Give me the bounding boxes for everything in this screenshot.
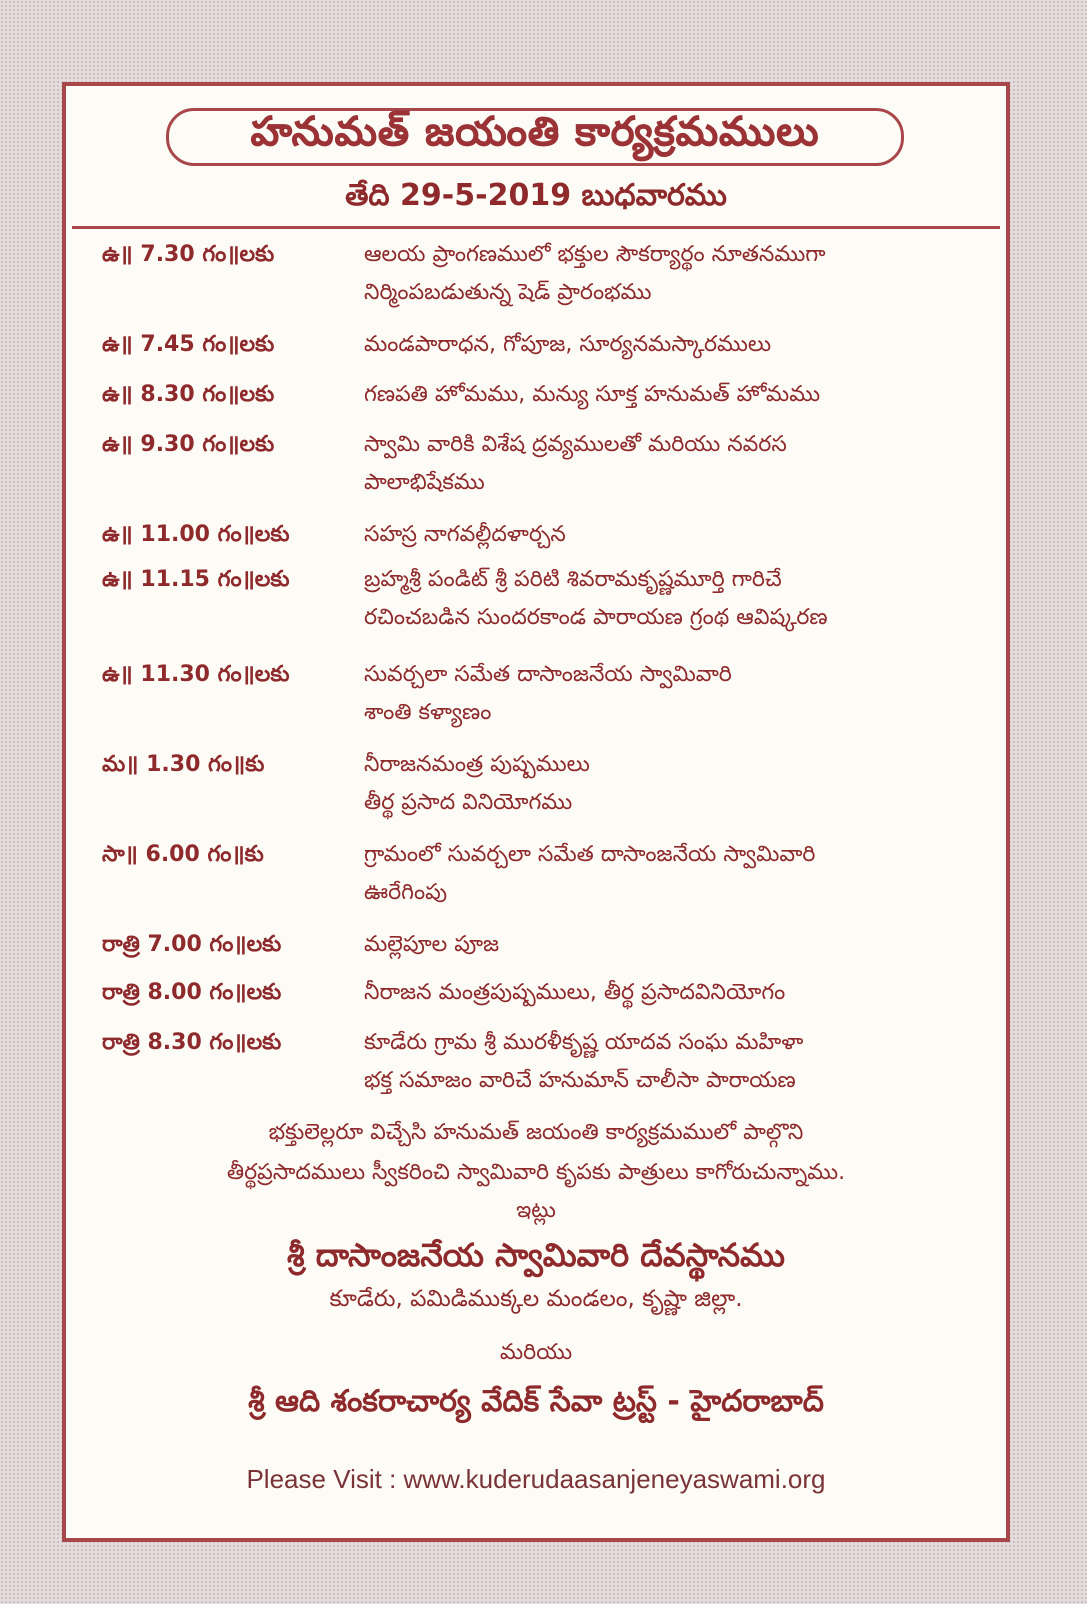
schedule-description xyxy=(364,561,984,637)
invitation-line-2: తీర్థప్రసాదములు స్వీకరించి స్వామివారి కృపకు పాత్రులు కాగోరుచున్నాము. xyxy=(226,1160,846,1185)
description-line: నీరాజన మంత్రపుష్పములు, తీర్థ ప్రసాదవినియోగం xyxy=(364,980,786,1005)
date-divider xyxy=(72,226,1000,229)
schedule-description xyxy=(364,236,984,312)
schedule-description xyxy=(364,836,984,912)
trust-name: శ్రీ ఆది శంకరాచార్య వేదిక్ సేవా ట్రస్ట్ - హైదరాబాద్ xyxy=(248,1384,824,1419)
schedule-description xyxy=(364,746,984,822)
description-line: గ్రామంలో సువర్చలా సమేత దాసాంజనేయ స్వామివారి xyxy=(364,842,816,867)
description-line: ఊరేగింపు xyxy=(364,880,448,905)
description-line: శాంతి కళ్యాణం xyxy=(364,700,492,725)
description-line: కూడేరు గ్రామ శ్రీ మురళీకృష్ణ యాదవ సంఘ మహిళా xyxy=(364,1030,804,1055)
schedule-time: రాత్రి 8.30 గం॥లకు xyxy=(102,1030,282,1055)
schedule-description xyxy=(364,974,984,1012)
schedule-time: రాత్రి 8.00 గం॥లకు xyxy=(102,980,282,1005)
schedule-time: ఉ॥ 9.30 గం॥లకు xyxy=(102,432,275,457)
description-line: పాలాభిషేకము xyxy=(364,470,485,495)
schedule-description xyxy=(364,426,984,502)
description-line: సువర్చలా సమేత దాసాంజనేయ స్వామివారి xyxy=(364,662,732,687)
description-line: స్వామి వారికి విశేష ద్రవ్యములతో మరియు నవరస xyxy=(364,432,787,457)
description-line: నిర్మింపబడుతున్న షెడ్ ప్రారంభము xyxy=(364,280,652,305)
schedule-time: ఉ॥ 8.30 గం॥లకు xyxy=(102,382,275,407)
temple-name: శ్రీ దాసాంజనేయ స్వామివారి దేవస్థానము xyxy=(287,1236,785,1274)
description-line: భక్త సమాజం వారిచే హనుమాన్ చాలీసా పారాయణ xyxy=(364,1068,796,1093)
pamphlet-title: హనుమత్ జయంతి కార్యక్రమములు xyxy=(166,108,904,166)
closing-itlu: ఇట్లు xyxy=(516,1198,556,1223)
event-date: తేది 29-5-2019 బుధవారము xyxy=(345,178,727,213)
description-line: రచించబడిన సుందరకాండ పారాయణ గ్రంథ ఆవిష్కరణ xyxy=(364,605,828,630)
schedule-description xyxy=(364,1024,984,1100)
invitation-line-1: భక్తులెల్లరూ విచ్చేసి హనుమత్ జయంతి కార్యక్రమములో పాల్గొని xyxy=(268,1120,804,1145)
conjunction-and: మరియు xyxy=(499,1340,573,1365)
schedule-time: మ॥ 1.30 గం॥కు xyxy=(102,752,265,777)
schedule-time: ఉ॥ 11.30 గం॥లకు xyxy=(102,662,290,687)
schedule-time: ఉ॥ 7.45 గం॥లకు xyxy=(102,332,275,357)
schedule-description xyxy=(364,376,984,414)
description-line: ఆలయ ప్రాంగణములో భక్తుల సౌకర్యార్థం నూతనముగా xyxy=(364,242,826,267)
schedule-description xyxy=(364,516,984,554)
description-line: నీరాజనమంత్ర పుష్పములు xyxy=(364,752,590,777)
pamphlet-frame xyxy=(62,82,1010,1542)
schedule-time: ఉ॥ 7.30 గం॥లకు xyxy=(102,242,275,267)
schedule-description xyxy=(364,326,984,364)
description-line: మండపారాధన, గోపూజ, సూర్యనమస్కారములు xyxy=(364,332,772,357)
schedule-time: సా॥ 6.00 గం॥కు xyxy=(102,842,264,867)
description-line: తీర్థ ప్రసాద వినియోగము xyxy=(364,790,573,815)
schedule-time: ఉ॥ 11.00 గం॥లకు xyxy=(102,522,290,547)
description-line: గణపతి హోమము, మన్యు సూక్త హనుమత్ హోమము xyxy=(364,382,821,407)
website-link[interactable]: Please Visit : www.kuderudaasanjeneyaswami.org xyxy=(246,1464,826,1494)
temple-address: కూడేరు, పమిడిముక్కల మండలం, కృష్ణా జిల్లా. xyxy=(329,1286,743,1312)
schedule-time: ఉ॥ 11.15 గం॥లకు xyxy=(102,567,290,592)
schedule-description xyxy=(364,656,984,732)
schedule-time: రాత్రి 7.00 గం॥లకు xyxy=(102,932,282,957)
description-line: మల్లెపూల పూజ xyxy=(364,932,500,957)
description-line: సహస్ర నాగవల్లీదళార్చన xyxy=(364,522,566,547)
schedule-description xyxy=(364,926,984,964)
description-line: బ్రహ్మశ్రీ పండిట్ శ్రీ పరిటి శివరామకృష్ణమూర్తి గారిచే xyxy=(364,567,782,592)
